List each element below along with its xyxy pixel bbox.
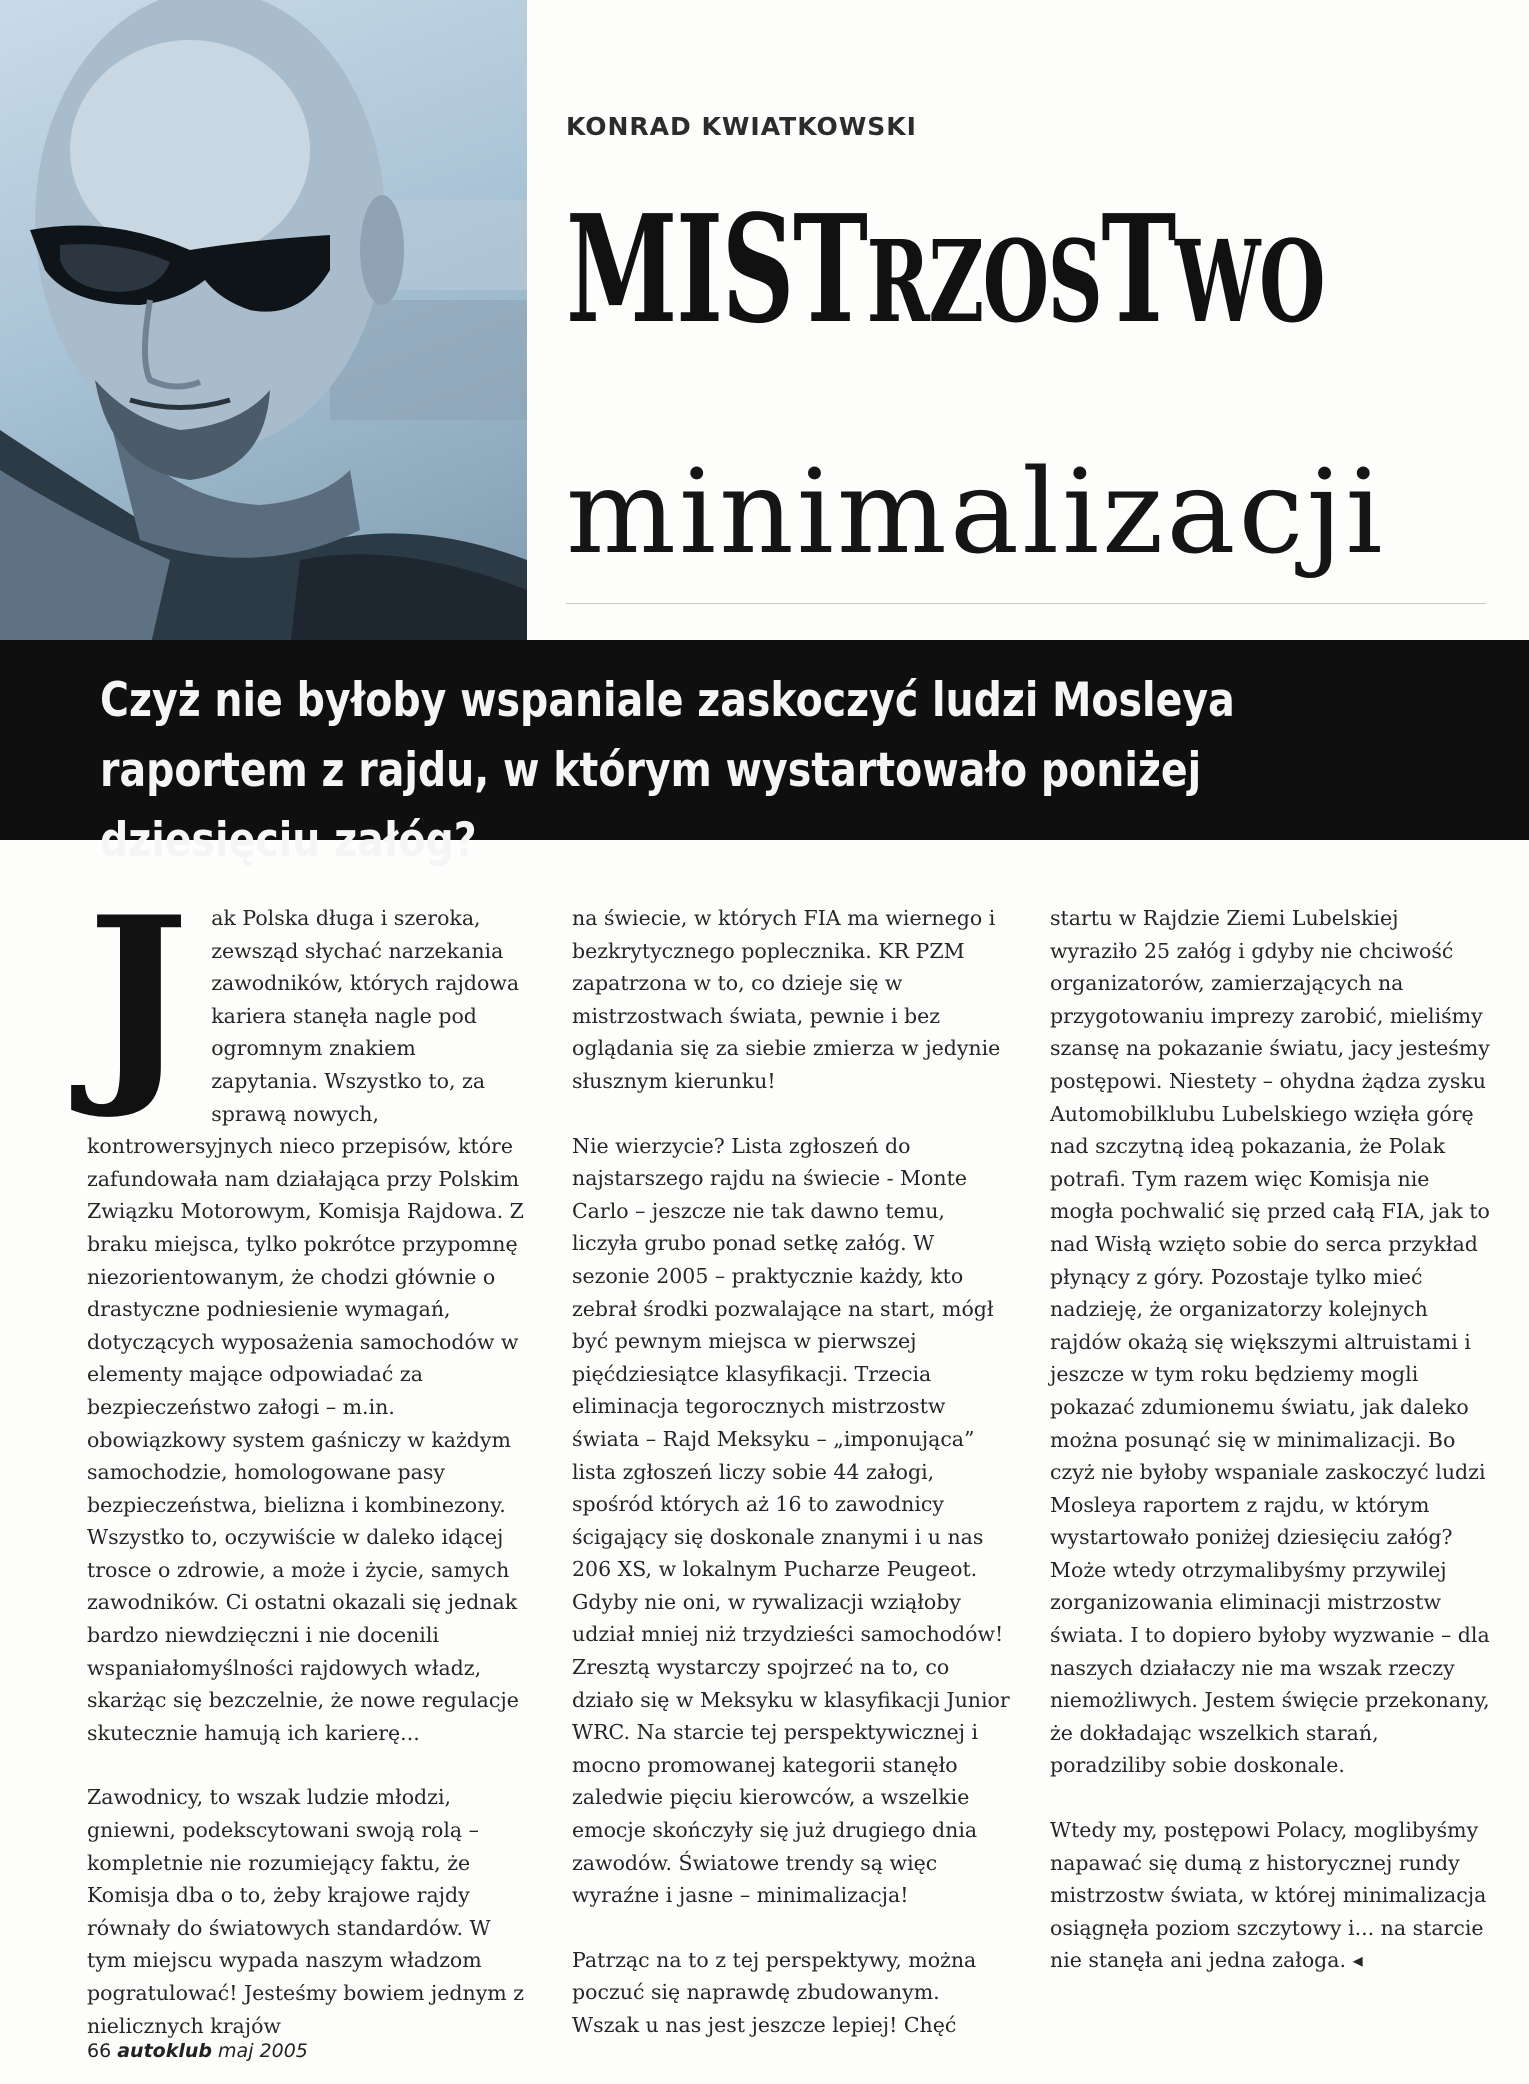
paragraph <box>1050 1814 1490 1977</box>
paragraph-text: Wtedy my, postępowi Polacy, moglibyśmy napawać się dumą z historycznej rundy mistrzostw świata, w której minimalizacja osiągnęła poziom szczytowy i... na starcie nie stanęła ani jedna załoga. <box>1050 1818 1487 1973</box>
paragraph: Nie wierzycie? Lista zgłoszeń do najstarszego rajdu na świecie - Monte Carlo – jeszcze nie tak dawno temu, liczyła grubo ponad setkę załóg. W sezonie 2005 – praktycznie każdy, kto zebrał środki pozwalające na start, mógł być pewnym miejsca w pierwszej pięćdziesiątce klasyfikacji. Trzecia eliminacja tegorocznych mistrzostw świata – Rajd Meksyku – „imponująca” lista zgłoszeń liczy sobie 44 załogi, spośród których aż 16 to zawodnicy ścigający się doskonale znanymi i u nas 206 XS, w lokalnym Pucharze Peugeot. Gdyby nie oni, w rywalizacji wziąłoby udział mniej niż trzydzieści samochodów! Zresztą wystarczy spojrzeć na to, co działo się w Meksyku w klasyfikacji Junior WRC. Na starcie tej perspektywicznej i mocno promowanej kategorii stanęło zaledwie pięciu kierowców, a wszelkie emocje skończyły się już drugiego dnia zawodów. Światowe trendy są więc wyraźne i jasne – minimalizacja! <box>572 1133 1010 1908</box>
issue-date: maj 2005 <box>218 2040 308 2062</box>
title-part-1: MIST <box>566 182 867 356</box>
title-rule <box>566 603 1486 604</box>
drop-cap: J <box>87 869 190 1123</box>
paragraph: Patrząc na to z tej perspektywy, można poczuć się naprawdę zbudowanym. Wszak u nas jest jeszcze lepiej! Chęć <box>572 1947 977 2037</box>
column-3 <box>1050 902 1490 2009</box>
author-byline: KONRAD KWIATKOWSKI <box>566 112 917 141</box>
lead-text: Czyż nie byłoby wspaniale zaskoczyć ludzi Mosleya raportem z rajdu, w którym wystartowało poniżej dziesięciu załóg? <box>100 673 1235 868</box>
title-part-4: WO <box>1174 217 1325 348</box>
author-portrait-illustration <box>0 0 527 648</box>
column-2 <box>572 902 1012 2074</box>
title-sub: minimalizacji <box>566 445 1386 580</box>
paragraph: startu w Rajdzie Ziemi Lubelskiej wyraziło 25 załóg i gdyby nie chciwość organizatorów, zamierzających na przygotowaniu imprezy zarobić, mieliśmy szansę na pokazanie światu, jacy jesteśmy postępowi. Niestety – ohydna żądza zysku Automobilklubu Lubelskiego wzięła górę nad szczytną ideą pokazania, że Polak potrafi. Tym razem więc Komisja nie mogła pochwalić się przed całą FIA, jak to nad Wisłą wzięto sobie do serca przykład płynący z góry. Pozostaje tylko mieć nadzieję, że organizatorzy kolejnych rajdów okażą się większymi altruistami i jeszcze w tym roku będziemy mogli pokazać zdumionemu światu, jak daleko można posunąć się w minimalizacji. Bo czyż nie byłoby wspaniale zaskoczyć ludzi Mosleya raportem z rajdu, w którym wystartowało poniżej dziesięciu załóg? Może wtedy otrzymalibyśmy przywilej zorganizowania eliminacji mistrzostw świata. I to dopiero byłoby wyzwanie – dla naszych działaczy nie ma wszak rzeczy niemożliwych. Jestem święcie przekonany, że dokładając wszelkich starań, poradziliby sobie doskonale. <box>1050 906 1490 1778</box>
author-photo <box>0 0 527 648</box>
paragraph: Zawodnicy, to wszak ludzie młodzi, gniewni, podekscytowani swoją rolą – kompletnie nie rozumiejący faktu, że Komisja dba o to, żeby krajowe rajdy równały do światowych standardów. W tym miejscu wypada naszym władzom pogratulować! Jesteśmy bowiem jednym z nielicznych krajów <box>87 1785 525 2038</box>
title-part-3: T <box>1101 182 1175 356</box>
title-main <box>566 182 1325 356</box>
paragraph: na świecie, w których FIA ma wiernego i bezkrytycznego poplecznika. KR PZM zapatrzona w to, co dzieje się w mistrzostwach świata, pewnie i bez oglądania się za siebie zmierza w jedynie słusznym kierunku! <box>572 906 1001 1093</box>
column-1 <box>87 869 527 2074</box>
page-number: 66 <box>87 2040 112 2062</box>
magazine-name: autoklub <box>117 2040 212 2062</box>
end-mark-icon: ◂ <box>1352 1948 1363 1973</box>
paragraph-text: ak Polska długa i szeroka, zewsząd słychać narzekania zawodników, których rajdowa kariera stanęła nagle pod ogromnym znakiem zapytania. Wszystko to, za sprawą nowych, kontrowersyjnych nieco przepisów, które zafundowała nam działająca przy Polskim Związku Motorowym, Komisja Rajdowa. Z braku miejsca, tylko pokrótce przypomnę niezorientowanym, że chodzi głównie o drastyczne podniesienie wymagań, dotyczących wyposażenia samochodów w elementy mające odpowiadać za bezpieczeństwo załogi – m.in. obowiązkowy system gaśniczy w każdym samochodzie, homologowane pasy bezpieczeństwa, bielizna i kombinezony. Wszystko to, oczywiście w daleko idącej trosce o zdrowie, a może i życie, samych zawodników. Ci ostatni okazali się jednak bardzo niewdzięczni i nie docenili wspaniałomyślności rajdowych władz, skarżąc się bezczelnie, że nowe regulacje skutecznie hamują ich karierę... <box>87 906 524 1745</box>
page-footer <box>87 2040 308 2062</box>
paragraph <box>87 869 527 1749</box>
title-part-2: RZOS <box>866 217 1102 348</box>
